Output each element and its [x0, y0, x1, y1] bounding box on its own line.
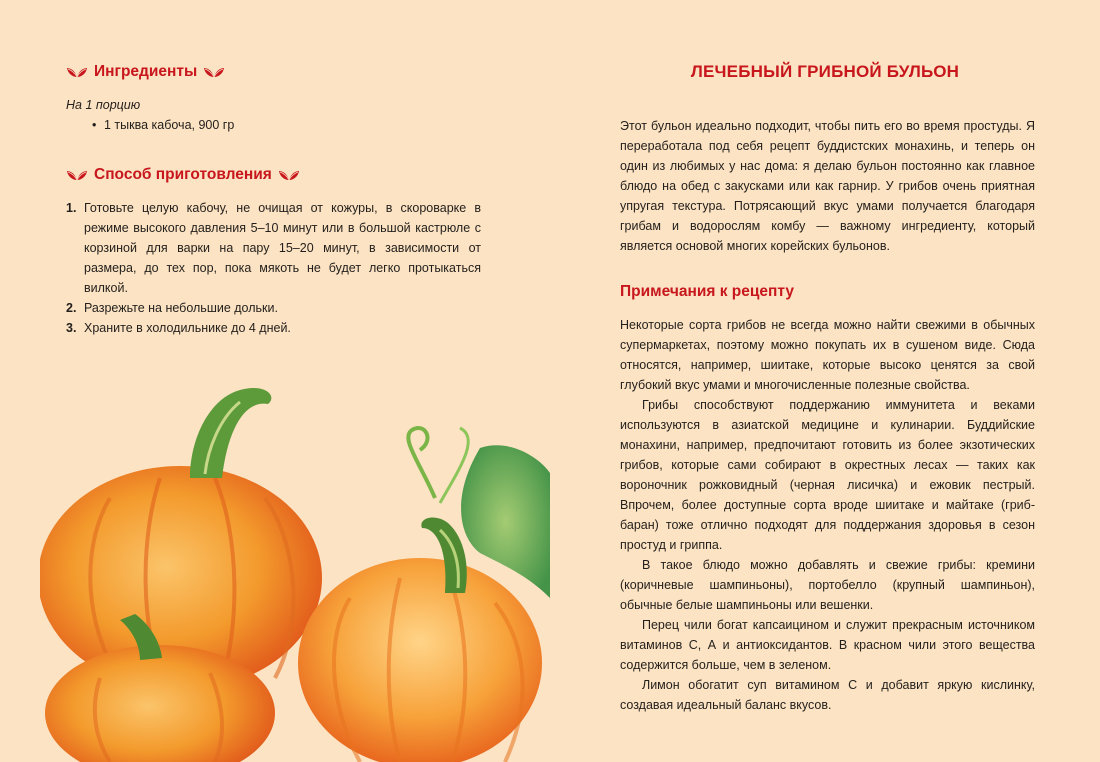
bullet-icon: • [92, 118, 97, 132]
notes-paragraph: Грибы способствуют поддержанию иммунитета и веками используются в азиатской медицине и кулинарии. Буддийские монахини, например, предпочитают готовить из более экзотических грибов, которые сами собирают в окрестных лесах — таких как вороночник рожковидный (черная лисичка) и ежовик пестрый. Впрочем, более доступные сорта вроде шиитаке и майтаке (гриб-баран) тоже отлично подходят для поддержания здоровья в сезон простуд и гриппа. [620, 398, 1035, 552]
intro-text: Этот бульон идеально подходит, чтобы пить его во время простуды. Я переработала под себя рецепт буддистских монахинь, и теперь он один из любимых у нас дома: я делаю бульон постоянно как главное блюдо на обед с закусками или как гарнир. У грибов очень приятная упругая текстура. Потрясающий вкус умами получается благодаря грибам и водорослям комбу — важному ингредиенту, который является основой многих корейских бульонов. [620, 119, 1035, 253]
leaf-ornament-icon [278, 168, 300, 182]
notes-paragraph: Лимон обогатит суп витамином С и добавит яркую кислинку, создавая идеальный баланс вкусов. [620, 678, 1035, 712]
right-page [550, 0, 1100, 762]
ingredient-text: 1 тыква кабоча, 900 гр [104, 118, 235, 132]
step-number: 3. [66, 321, 77, 335]
notes-paragraph: Перец чили богат капсаицином и служит прекрасным источником витаминов С, А и антиоксидантов. В красном чили этого вещества содержится больше, чем в зеленом. [620, 618, 1035, 672]
notes-paragraph: В такое блюдо можно добавлять и свежие грибы: кремини (коричневые шампиньоны), портобелло (крупный шампиньон), обычные белые шампиньоны или вешенки. [620, 558, 1035, 612]
notes-heading: Примечания к рецепту [620, 283, 794, 300]
step-item [66, 298, 481, 318]
step-text: Готовьте целую кабочу, не очищая от кожуры, в скороварке в режиме высокого давления 5–10 минут или в большой кастрюле с корзиной для варки на пару 15–20 минут, в зависимости от размера, до тех пор, пока мякоть не будет легко протыкаться вилкой. [84, 201, 481, 295]
step-item [66, 198, 481, 298]
leaf-ornament-icon [66, 65, 88, 79]
step-item [66, 318, 481, 338]
method-heading [66, 166, 300, 184]
notes-paragraph: Некоторые сорта грибов не всегда можно найти свежими в обычных супермаркетах, поэтому можно покупать их в сушеном виде. Сюда относятся, например, шиитаке, которые высоко ценятся за свой глубокий вкус умами и многочисленные полезные свойства. [620, 318, 1035, 392]
method-heading-text: Способ приготовления [94, 166, 272, 183]
leaf-ornament-icon [66, 168, 88, 182]
step-text: Храните в холодильнике до 4 дней. [84, 321, 291, 335]
notes-body [620, 315, 1035, 715]
step-number: 2. [66, 301, 77, 315]
ingredients-heading-text: Ингредиенты [94, 63, 198, 80]
portion-note: На 1 порцию [66, 98, 141, 112]
ingredients-heading [66, 63, 225, 81]
step-text: Разрежьте на небольшие дольки. [84, 301, 278, 315]
leaf-ornament-icon [203, 65, 225, 79]
step-number: 1. [66, 201, 77, 215]
ingredient-item [92, 118, 234, 132]
pumpkin-illustration [40, 378, 550, 762]
recipe-title: ЛЕЧЕБНЫЙ ГРИБНОЙ БУЛЬОН [690, 62, 960, 81]
method-steps [66, 198, 481, 338]
